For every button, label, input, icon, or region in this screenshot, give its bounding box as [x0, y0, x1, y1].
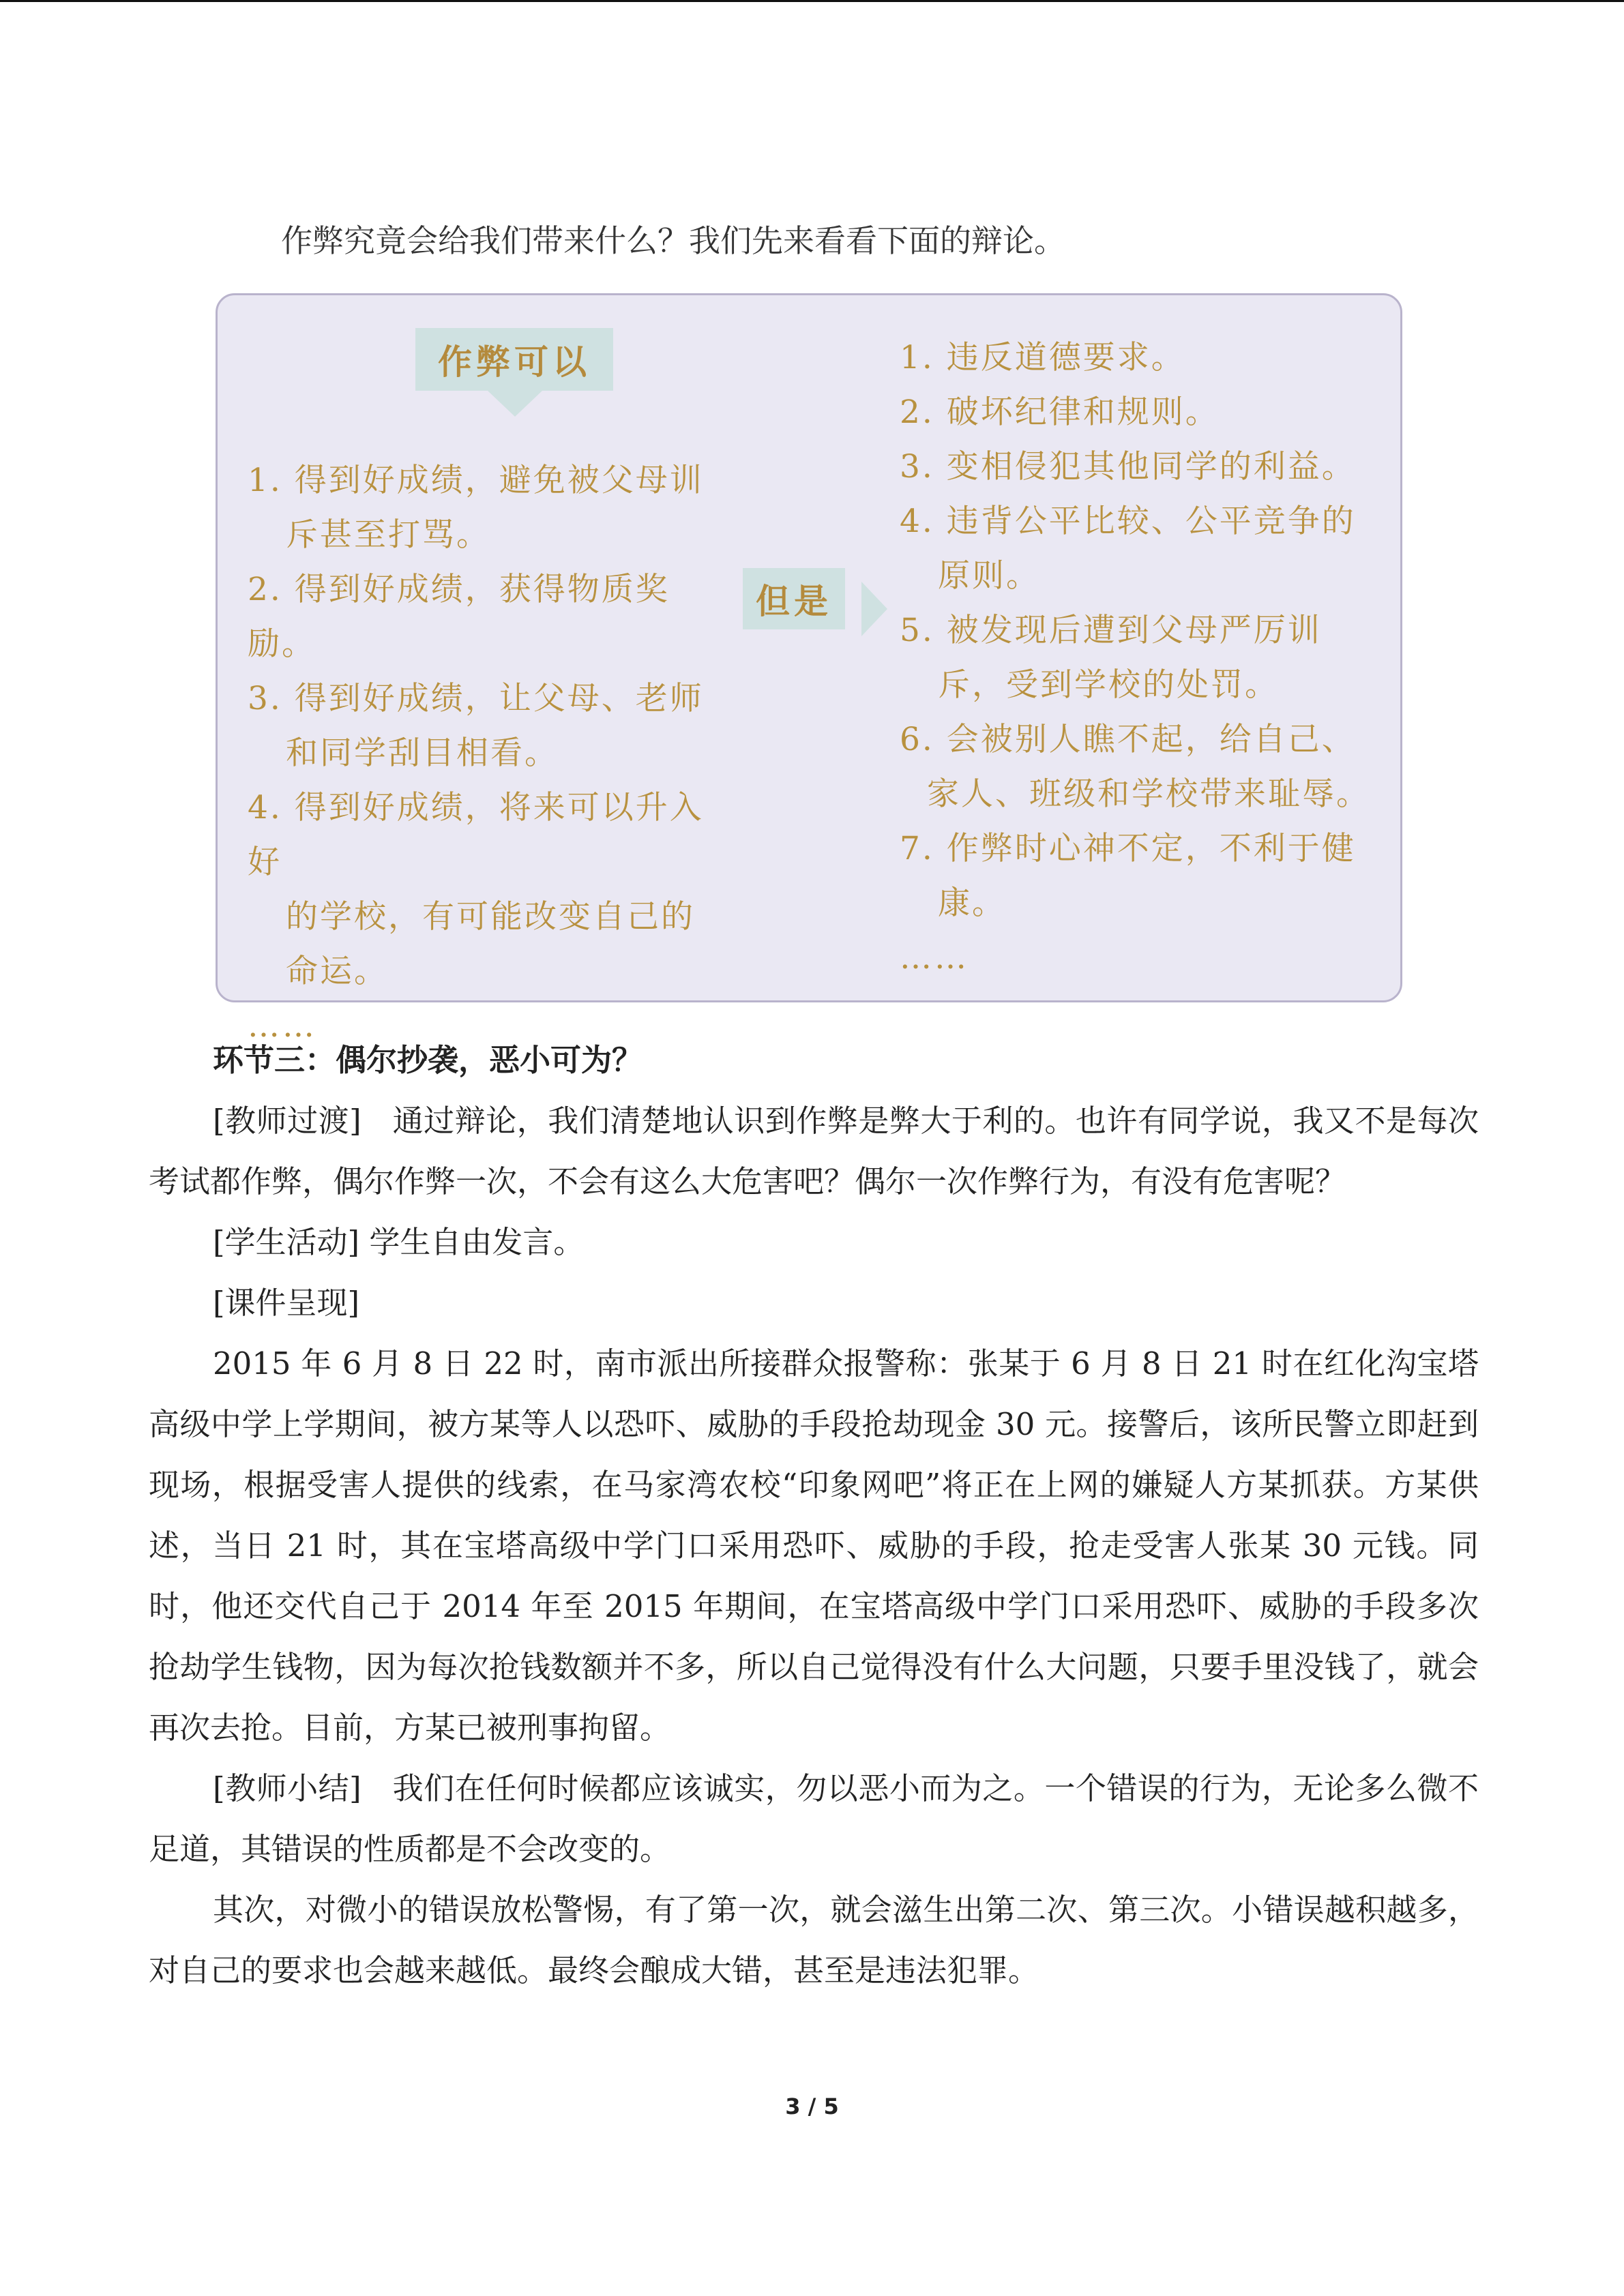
list-item: 3. 得到好成绩，让父母、老师 和同学刮目相看。 [248, 680, 704, 772]
but-tag: 但是 [743, 568, 845, 629]
list-item: 3. 变相侵犯其他同学的利益。 [900, 448, 1356, 486]
benefits-list [248, 453, 725, 1054]
list-ellipsis: …… [900, 939, 969, 976]
intro-sentence: 作弊究竟会给我们带来什么？我们先来看看下面的辩论。 [281, 222, 1065, 259]
paragraph-courseware: [课件呈现] [213, 1285, 360, 1321]
paragraph-conclusion: 其次，对微小的错误放松警惕，有了第一次，就会滋生出第二次、第三次。小错误越积越多，对自己的要求也会越来越低。最终会酿成大错，甚至是违法犯罪。 [149, 1892, 1479, 1988]
list-item: 6. 会被别人瞧不起，给自己、 家人、班级和学校带来耻辱。 [900, 721, 1370, 813]
arrow-right-icon [861, 582, 887, 636]
top-border-line [0, 0, 1624, 2]
section-heading: 环节三：偶尔抄袭，恶小可为？ [213, 1042, 643, 1078]
list-item: 7. 作弊时心神不定，不利于健 康。 [900, 830, 1356, 922]
drawbacks-list [900, 331, 1391, 985]
cheating-can-tag: 作弊可以 [415, 328, 613, 391]
list-item: 2. 得到好成绩，获得物质奖励。 [248, 571, 670, 663]
paragraph-student-activity: [学生活动] 学生自由发言。 [213, 1224, 585, 1260]
list-item: 2. 破坏纪律和规则。 [900, 393, 1220, 431]
list-item: 4. 违背公平比较、公平竞争的 原则。 [900, 503, 1356, 595]
paragraph-case: 2015 年 6 月 8 日 22 时，南市派出所接群众报警称：张某于 6 月 8 日 21 时在红化沟宝塔高级中学上学期间，被方某等人以恐吓、威胁的手段抢劫现金 30 元。接警后，该所民警立即赶到现场，根据受害人提供的线索，在马家湾农校“印象网吧”将正在上网的嫌疑人方某抓获。方某供述，当日 21 时，其在宝塔高级中学门口采用恐吓、威胁的手段，抢走受害人张某 30 元钱。同时，他还交代自己于 2014 年至 2015 年期间，在宝塔高级中学门口采用恐吓、威胁的手段多次抢劫学生钱物，因为每次抢钱数额并不多，所以自己觉得没有什么大问题，只要手里没钱了，就会再次去抢。目前，方某已被刑事拘留。 [149, 1345, 1479, 1746]
lesson-body [149, 1030, 1479, 2001]
list-item: 1. 违反道德要求。 [900, 339, 1185, 376]
list-item: 4. 得到好成绩，将来可以升入好 的学校，有可能改变自己的 命运。 [248, 789, 704, 990]
paragraph-teacher-transition: [教师过渡] 通过辩论，我们清楚地认识到作弊是弊大于利的。也许有同学说，我又不是每次考试都作弊，偶尔作弊一次，不会有这么大危害吧？偶尔一次作弊行为，有没有危害呢？ [149, 1103, 1479, 1199]
arrow-down-icon [488, 391, 542, 417]
page-number: 3 / 5 [785, 2093, 839, 2119]
list-item: 1. 得到好成绩，避免被父母训 斥甚至打骂。 [248, 462, 704, 554]
debate-panel [216, 293, 1402, 1045]
paragraph-teacher-summary: [教师小结] 我们在任何时候都应该诚实，勿以恶小而为之。一个错误的行为，无论多么微不足道，其错误的性质都是不会改变的。 [149, 1770, 1479, 1867]
list-item: 5. 被发现后遭到父母严厉训 斥，受到学校的处罚。 [900, 612, 1322, 704]
list-ellipsis: …… [248, 1007, 317, 1045]
